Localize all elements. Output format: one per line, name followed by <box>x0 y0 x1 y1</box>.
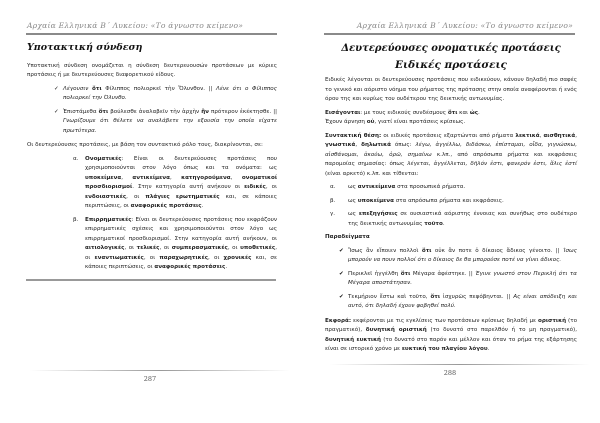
bold-text: αισθητικά <box>543 132 576 139</box>
italic-text: Ας είναι απόδειξη και αυτό, ότι δηλαδή έχουν φοβηθεί πολύ. <box>348 293 577 309</box>
bold-text: ονοματικοί προσδιορισμοί <box>85 174 278 190</box>
bold-text: υποκείμενα <box>357 197 394 204</box>
text-run: , γιατί είναι προτάσεις κρίσεως. <box>374 119 466 125</box>
text-run: ως <box>348 211 359 217</box>
text-run: και, σε κάποιες περιπτώσεις, οι <box>85 193 277 209</box>
bold-text: ὅτι <box>98 108 109 115</box>
bold-text: πλάγιες ερωτηματικές <box>145 193 220 200</box>
text-run: (το δυνατό στο παρελθόν ή το μη πραγματικό), <box>426 327 578 333</box>
bold-text: ὅτι <box>421 247 432 254</box>
bold-text: υποθετικές <box>240 245 276 251</box>
text-run: οι ειδικές προτάσεις εξαρτώνται από ρήματα <box>381 132 516 139</box>
bold-text: αναφορικές προτάσεις <box>154 264 226 270</box>
text-run: ἰσχυρῶς πεφόβηνται. || <box>440 293 514 300</box>
chapter-subtitle: Ειδικές προτάσεις <box>395 58 507 71</box>
bold-text: επεξηγήσεις <box>358 211 398 217</box>
text-run: , <box>121 174 133 181</box>
bold-text: ὅτι <box>92 85 102 92</box>
text-run: οὐκ ἂν ποτε ὁ δίκαιος ἄδικος γένοιτο. || <box>431 247 564 254</box>
footer-rule <box>330 364 590 365</box>
page-number: 288 <box>443 369 457 377</box>
text-run: , οι <box>208 254 224 261</box>
bold-text: Εισάγονται <box>325 109 361 116</box>
bold-text: τοῦτο <box>424 220 443 227</box>
bold-text: τελικές <box>136 245 160 251</box>
clause-types-list <box>73 155 277 273</box>
bold-text: δυνητική οριστική <box>365 327 427 333</box>
list-item <box>73 216 277 273</box>
negation-note <box>325 118 577 128</box>
bold-text: ειδικές <box>244 184 266 190</box>
italic-text: Έγινε γνωστό στον Περικλή ότι τα Μέγαρα αποστάτησαν. <box>348 270 577 286</box>
text-run: Ἴσως ἂν εἴποιεν πολλοὶ <box>348 247 422 254</box>
text-run: Φίλιππος πολιορκεῖ τὴν Ὄλυνθον. || <box>101 85 217 92</box>
intro-paragraph <box>27 62 277 81</box>
right-page <box>300 0 600 423</box>
text-run: . <box>487 346 490 352</box>
bold-text: Συντακτική θέση: <box>325 132 382 139</box>
ekfora-paragraph <box>325 317 577 355</box>
header-rule <box>26 33 277 35</box>
list-marker: α. <box>330 184 336 190</box>
list-marker: β. <box>330 197 336 204</box>
running-header: Αρχαία Ελληνικά Β΄ Λυκείου: «Το άγνωστο κείμενο» <box>27 21 244 30</box>
list-item <box>339 293 577 312</box>
text-run: , οι <box>265 184 277 190</box>
text-run: . <box>478 109 480 116</box>
running-header: Αρχαία Ελληνικά Β΄ Λυκείου: «Το άγνωστο κείμενο» <box>356 21 573 30</box>
text-run: , οι <box>124 245 137 251</box>
text-run: (το πραγματικό), <box>325 317 577 333</box>
list-item <box>54 108 277 137</box>
text-run: . <box>442 220 445 227</box>
lead-paragraph <box>27 141 277 151</box>
bold-text: δυνητική ευκτική <box>325 336 382 343</box>
bold-text: ἣν <box>201 108 209 115</box>
checkmark-icon: ✔ <box>339 293 344 300</box>
bold-text: ὡς <box>469 109 479 116</box>
text-run: , οι <box>143 254 160 261</box>
bold-text: Εκφορά: <box>325 317 352 324</box>
bold-text: χρονικές <box>223 254 252 261</box>
bold-text: αιτιολογικές <box>85 245 125 251</box>
list-item <box>54 85 277 104</box>
bold-text: δηλωτικά <box>361 142 391 148</box>
syntax-paragraph <box>325 132 577 180</box>
example-list <box>339 247 577 312</box>
text-run: , οι <box>159 245 172 251</box>
bold-text: ὅτι <box>430 293 441 300</box>
text-run: : Είναι οι δευτερεύουσες προτάσεις που εκφράζουν επιρρηματικές σχέσεις και χρησιμοποιούνται στον λόγο ως επιρρηματικοί προσδιορισμοί. Στην κατηγορία αυτή ανήκουν, οι <box>85 216 277 242</box>
header-rule <box>324 33 575 35</box>
list-item <box>73 155 277 212</box>
example-list <box>54 85 277 137</box>
text-run: όπως: <box>390 142 416 148</box>
text-run: : Είναι οι δευτερεύουσες προτάσεις που χρησιμοποιούνται στον λόγο όπως και τα ονόματα: ως <box>85 155 277 171</box>
bold-text: Επιρρηματικές <box>85 216 132 223</box>
bold-text: υποκείμενα <box>85 174 122 181</box>
list-marker: α. <box>73 155 79 162</box>
italic-text: Γνωρίζουμε ότι θέλετε να αναλάβετε την εξουσία την οποία είχατε πρωτύτερα. <box>63 118 277 134</box>
bold-text: αναφορικές προτάσεις <box>130 203 202 209</box>
bold-text: αντικείμενα <box>132 174 170 181</box>
text-run: στα προσωπικά ρήματα. <box>395 184 466 190</box>
italic-text: Λέγουσιν <box>63 85 93 92</box>
text-run: βούλεσθε ἀναλαβεῖν τὴν ἀρχὴν <box>108 108 202 115</box>
text-run: Ἐπιστάμεθα <box>63 108 99 115</box>
bold-text: οὐ <box>366 119 375 125</box>
text-run: Έχουν άρνηση <box>325 119 367 125</box>
text-run: πρότερον ἐκέκτησθε. || <box>208 108 278 115</box>
text-run: κ.λπ., από απρόσωπα ρήματα και εκφράσεις παρομοίας σημασίας: όπως <box>325 151 577 167</box>
text-run: εκφέρονται με τις εγκλίσεις των προτάσεων κρίσεως δηλαδή με <box>351 317 538 324</box>
usage-list <box>330 183 577 229</box>
text-run: ως <box>348 184 358 190</box>
chapter-title: Δευτερεύουσες ονοματικές προτάσεις <box>341 43 561 54</box>
text-run: . Στην κατηγορία αυτή ανήκουν οι <box>132 184 245 190</box>
bold-text: Ονοματικές <box>85 155 122 162</box>
text-run: , οι <box>126 193 146 200</box>
text-run: . <box>225 264 228 270</box>
bold-text: ὅτι <box>400 270 411 277</box>
page-number: 287 <box>143 375 157 383</box>
list-item <box>339 247 577 266</box>
text-run: Ειδικές λέγονται οι δευτερεύουσες προτάσεις που ειδικεύουν, κάνουν δηλαδή πιο σαφές το γενικό και αόριστο νόημα του ρήματος της πρότασης στην οποία αναφέρονται ή ενός όρου της και κυρίως του ουδέτερου της δεικτικής αντωνυμίας. <box>325 77 577 102</box>
footer-rule <box>30 370 290 371</box>
text-run: και, σε κάποιες περιπτώσεις, οι <box>85 254 278 270</box>
bold-text: λεκτικά <box>515 132 540 139</box>
text-run: : με τους ειδικούς συνδέσμους <box>360 109 448 116</box>
section-title: Υποτακτική σύνδεση <box>27 42 143 53</box>
list-item <box>330 210 577 229</box>
bold-text: εναντιωματικές <box>94 254 144 261</box>
text-run: , <box>539 132 544 139</box>
bold-text: παραχωρητικές <box>159 254 209 261</box>
text-run: Περικλεῖ ἠγγέλθη <box>348 270 401 277</box>
intro-paragraph <box>325 76 577 105</box>
checkmark-icon: ✔ <box>339 247 344 254</box>
text-run: , οι <box>85 245 278 261</box>
text-run: , <box>575 132 578 139</box>
list-marker: β. <box>73 216 79 223</box>
italic-text: λέγω, ἀγγέλλω, διδάσκω, ἐπίσταμαι, οἶδα, γιγνώσκω, αἰσθάνομαι, ἀκούω, ὁρῶ, σημαίνω <box>325 142 577 158</box>
checkmark-icon: ✔ <box>339 270 344 277</box>
bold-text: αντικείμενα <box>357 184 396 190</box>
list-item <box>339 270 577 289</box>
bold-text: κατηγορούμενα <box>181 174 231 181</box>
text-run: Οι δευτερεύουσες προτάσεις, με βάση τον συντακτικό ρόλο τους, διακρίνονται, σε: <box>27 142 263 148</box>
checkmark-icon: ✓ <box>54 108 59 115</box>
text-run: στα απρόσωπα ρήματα και εκφράσεις. <box>393 197 504 204</box>
text-run: Υποτακτική σύνδεση ονομάζεται η σύνδεση δευτερευουσών προτάσεων με κύριες προτάσεις ή με δευτερεύουσες διαφορετικού είδους. <box>27 62 277 78</box>
text-run: Τεκμήριον ἔστω καὶ τοῦτο, <box>348 293 431 300</box>
text-run: σε ουσιαστικά αόριστης έννοιας και συνήθως στο ουδέτερο της δεικτικής αντωνυμίας <box>348 211 577 227</box>
bold-text: συμπερασματικές <box>171 245 228 251</box>
text-run: και <box>457 109 470 116</box>
text-run: Μέγαρα ἀφέστηκε. || <box>410 270 476 277</box>
text-run: (είναι αρκετό) κ.λπ. και τίθενται: <box>325 170 419 177</box>
italic-text: λέγεται, ἀγγέλλεται, δῆλόν ἐστι, φανερόν ἐστι, ἅλις ἐστί <box>407 161 577 167</box>
content-end-rule <box>26 279 276 281</box>
bold-text: ὅτι <box>447 109 458 116</box>
text-run: , <box>169 174 182 181</box>
text-run: , <box>230 174 242 181</box>
text-run: ως <box>348 197 358 204</box>
text-run: , οι <box>227 245 241 251</box>
introduction-conjunctions <box>325 109 577 119</box>
text-run: (το δυνατό στο παρόν και μέλλον και όταν το ρήμα της εξάρτησης είναι σε ιστορικό χρόνο με <box>325 336 577 352</box>
italic-text: Λένε ότι ο Φίλιππος πολιορκεί την Όλυνθο. <box>63 85 277 101</box>
bold-text: οριστική <box>537 317 567 324</box>
text-run: , <box>355 142 362 148</box>
checkmark-icon: ✓ <box>54 85 59 92</box>
italic-text: Ίσως μπορούν να πουν πολλοί ότι ο δίκαιος δε θα μπορούσε ποτέ να γίνει άδικος. <box>348 247 577 263</box>
bold-text: ενδοιαστικές <box>85 193 127 200</box>
bold-text: γνωστικά <box>325 142 356 148</box>
examples-heading: Παραδείγματα <box>325 234 370 240</box>
list-item <box>330 197 577 207</box>
left-content <box>27 42 277 277</box>
bold-text: ευκτική του πλαγίου λόγου <box>401 346 488 352</box>
list-item <box>330 183 577 193</box>
text-run: . <box>201 203 204 209</box>
list-marker: γ. <box>330 211 336 217</box>
right-content <box>325 42 577 359</box>
